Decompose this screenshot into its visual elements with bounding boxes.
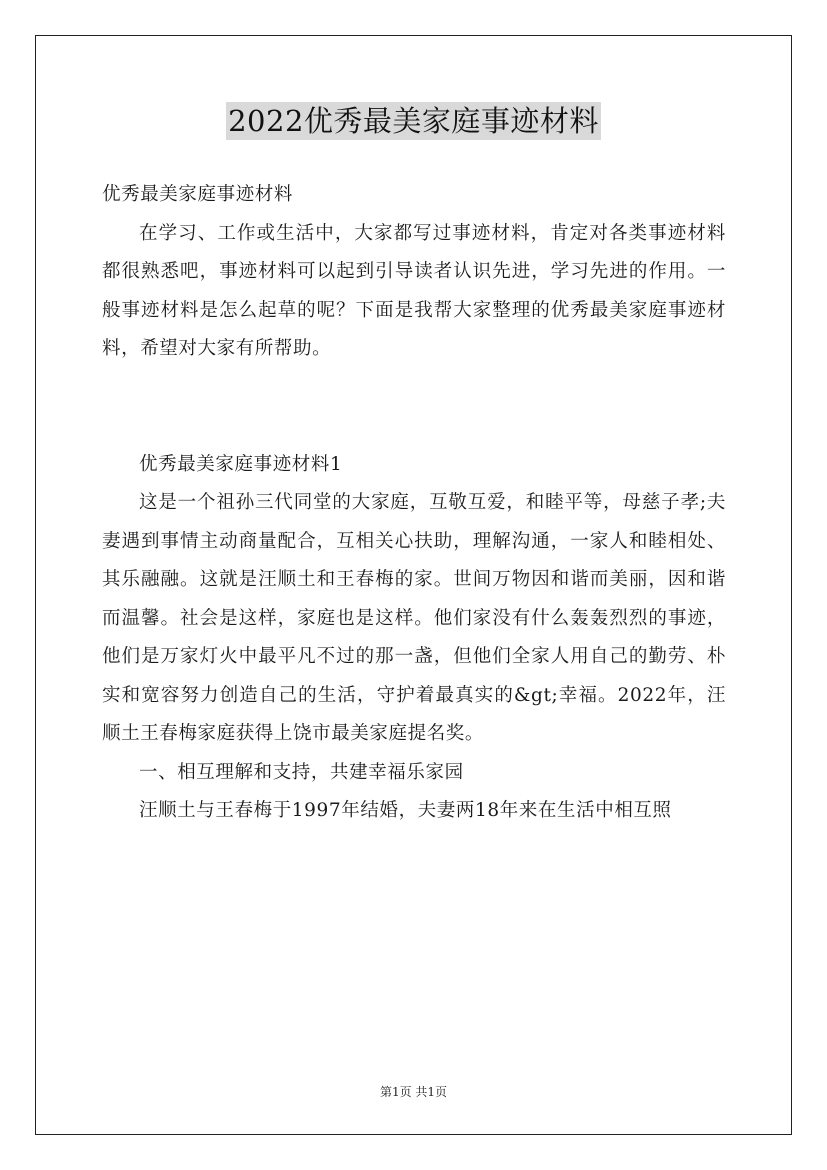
sub-heading: 一、相互理解和支持，共建幸福乐家园 [139,761,464,783]
page-footer: 第1页 共1页 [379,1085,448,1099]
section-heading: 优秀最美家庭事迹材料1 [139,453,343,475]
document-subtitle: 优秀最美家庭事迹材料 [102,184,294,205]
title-container [0,102,827,140]
paragraph-spacer [102,369,726,446]
last-paragraph: 汪顺土与王春梅于1997年结婚，夫妻两18年来在生活中相互照 [139,800,672,821]
document-title: 2022优秀最美家庭事迹材料 [228,104,599,138]
intro-paragraph: 在学习、工作或生活中，大家都写过事迹材料，肯定对各类事迹材料都很熟悉吧，事迹材料可以起到引导读者认识先进，学习先进的作用。一般事迹材料是怎么起草的呢？下面是我帮大家整理的优秀最美家庭事迹材料，希望对大家有所帮助。 [102,222,726,359]
document-body [102,176,726,831]
body-paragraph: 这是一个祖孙三代同堂的大家庭，互敬互爱，和睦平等，母慈子孝;夫妻遇到事情主动商量配合，互相关心扶助，理解沟通，一家人和睦相处、其乐融融。这就是汪顺土和王春梅的家。世间万物因和谐而美丽，因和谐而温馨。社会是这样，家庭也是这样。他们家没有什么轰轰烈烈的事迹，他们是万家灯火中最平凡不过的那一盏，但他们全家人用自己的勤劳、朴实和宽容努力创造自己的生活，守护着最真实的&gt;幸福。2022年，汪顺土王春梅家庭获得上饶市最美家庭提名奖。 [102,492,726,744]
